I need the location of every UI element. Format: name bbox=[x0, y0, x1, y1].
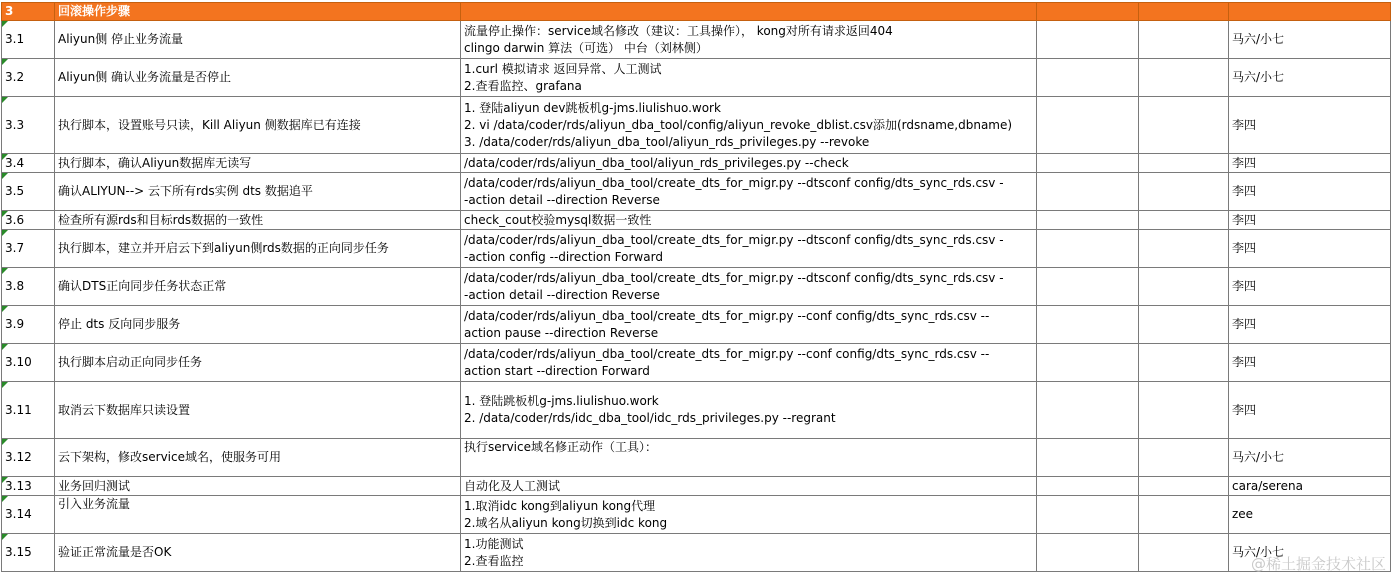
owner: 李四 bbox=[1232, 117, 1257, 132]
detail-line: /data/coder/rds/aliyun_dba_tool/create_dts_for_migr.py --conf config/dts_sync_rds.csv -- bbox=[464, 308, 990, 323]
cell-comment-marker bbox=[2, 496, 8, 502]
step-number: 3.13 bbox=[5, 478, 32, 493]
detail-line: /data/coder/rds/aliyun_dba_tool/create_dts_for_migr.py --dtsconf config/dts_sync_rds.csv - bbox=[464, 232, 1004, 247]
step-number-cell bbox=[2, 534, 55, 572]
table-header-row bbox=[2, 3, 1391, 21]
owner: 李四 bbox=[1232, 184, 1257, 198]
step-name-cell bbox=[55, 382, 461, 439]
detail-line: /data/coder/rds/aliyun_dba_tool/aliyun_rds_privileges.py --check bbox=[464, 155, 849, 170]
step-detail-cell bbox=[461, 21, 1037, 59]
table-row bbox=[2, 534, 1391, 572]
rollback-steps-table bbox=[1, 2, 1391, 572]
owner: 马六/小七 bbox=[1232, 32, 1285, 46]
empty-cell bbox=[1037, 59, 1139, 97]
cell-comment-marker bbox=[2, 173, 8, 179]
step-name-cell bbox=[55, 439, 461, 477]
step-detail-cell bbox=[461, 306, 1037, 344]
table-row bbox=[2, 59, 1391, 97]
header-cell bbox=[1037, 3, 1139, 21]
detail-line: 2.查看监控、grafana bbox=[464, 78, 582, 93]
empty-cell bbox=[1139, 306, 1229, 344]
owner-cell bbox=[1229, 97, 1391, 154]
step-number: 3.6 bbox=[5, 212, 25, 227]
owner: 马六/小七 bbox=[1232, 450, 1285, 464]
step-name-cell bbox=[55, 230, 461, 268]
detail-line: 2.域名从aliyun kong切换到idc kong bbox=[464, 515, 668, 530]
step-number-cell bbox=[2, 496, 55, 534]
step-name: 执行脚本，设置账号只读，Kill Aliyun 侧数据库已有连接 bbox=[58, 117, 361, 132]
table-row bbox=[2, 211, 1391, 230]
step-name: 引入业务流量 bbox=[58, 497, 131, 511]
table-row bbox=[2, 477, 1391, 496]
table-row bbox=[2, 344, 1391, 382]
step-name-cell bbox=[55, 154, 461, 173]
step-name-cell bbox=[55, 534, 461, 572]
owner-cell bbox=[1229, 59, 1391, 97]
empty-cell bbox=[1037, 211, 1139, 230]
step-name-cell bbox=[55, 268, 461, 306]
table-row bbox=[2, 154, 1391, 173]
owner-cell bbox=[1229, 268, 1391, 306]
step-number: 3.7 bbox=[5, 241, 25, 255]
step-name: 执行脚本，确认Aliyun数据库无读写 bbox=[58, 155, 252, 170]
cell-comment-marker bbox=[2, 439, 8, 445]
empty-cell bbox=[1037, 534, 1139, 572]
header-cell bbox=[1139, 3, 1229, 21]
empty-cell bbox=[1139, 534, 1229, 572]
table-row bbox=[2, 306, 1391, 344]
step-name: 停止 dts 反向同步服务 bbox=[58, 317, 181, 331]
owner-cell bbox=[1229, 211, 1391, 230]
owner: zee bbox=[1232, 507, 1254, 521]
step-name: 确认DTS正向同步任务状态正常 bbox=[58, 279, 227, 293]
cell-comment-marker bbox=[2, 230, 8, 236]
step-name-cell bbox=[55, 97, 461, 154]
owner-cell bbox=[1229, 496, 1391, 534]
detail-line: -action detail --direction Reverse bbox=[464, 192, 660, 207]
watermark: @稀土掘金技术社区 bbox=[1250, 555, 1386, 573]
step-detail-cell bbox=[461, 154, 1037, 173]
owner-cell bbox=[1229, 306, 1391, 344]
step-number-cell bbox=[2, 97, 55, 154]
step-number-cell bbox=[2, 21, 55, 59]
step-number-cell bbox=[2, 439, 55, 477]
step-number-cell bbox=[2, 306, 55, 344]
empty-cell bbox=[1139, 344, 1229, 382]
step-number: 3.3 bbox=[5, 117, 25, 132]
table-row bbox=[2, 496, 1391, 534]
step-number-cell bbox=[2, 154, 55, 173]
step-name-cell bbox=[55, 306, 461, 344]
step-name-cell bbox=[55, 496, 461, 534]
step-name: 执行脚本启动正向同步任务 bbox=[58, 355, 203, 369]
table-row bbox=[2, 173, 1391, 211]
owner-cell bbox=[1229, 344, 1391, 382]
empty-cell bbox=[1037, 154, 1139, 173]
detail-line: action pause --direction Reverse bbox=[464, 325, 659, 340]
step-number: 3.14 bbox=[5, 507, 32, 521]
empty-cell bbox=[1139, 173, 1229, 211]
empty-cell bbox=[1037, 306, 1139, 344]
detail-line: -action config --direction Forward bbox=[464, 249, 663, 264]
empty-cell bbox=[1037, 439, 1139, 477]
empty-cell bbox=[1037, 21, 1139, 59]
step-detail-cell bbox=[461, 344, 1037, 382]
empty-cell bbox=[1139, 496, 1229, 534]
table-row bbox=[2, 382, 1391, 439]
owner-cell bbox=[1229, 154, 1391, 173]
step-name: 执行脚本，建立并开启云下到aliyun侧rds数据的正向同步任务 bbox=[58, 241, 389, 255]
step-detail-cell bbox=[461, 211, 1037, 230]
step-number-cell bbox=[2, 477, 55, 496]
step-detail-cell bbox=[461, 439, 1037, 477]
step-name: Aliyun侧 确认业务流量是否停止 bbox=[58, 70, 232, 84]
step-name: 业务回归测试 bbox=[58, 478, 131, 493]
owner-cell bbox=[1229, 477, 1391, 496]
table-row bbox=[2, 97, 1391, 154]
step-name: 取消云下数据库只读设置 bbox=[58, 402, 191, 417]
step-name: 检查所有源rds和目标rds数据的一致性 bbox=[58, 212, 264, 227]
empty-cell bbox=[1037, 344, 1139, 382]
empty-cell bbox=[1139, 154, 1229, 173]
section-title: 回滚操作步骤 bbox=[55, 3, 461, 21]
step-name: Aliyun侧 停止业务流量 bbox=[58, 32, 184, 46]
cell-comment-marker bbox=[2, 268, 8, 274]
step-number-cell bbox=[2, 344, 55, 382]
detail-line: 1.功能测试 bbox=[464, 536, 524, 551]
step-number: 3.9 bbox=[5, 317, 25, 331]
owner: 李四 bbox=[1232, 279, 1257, 293]
empty-cell bbox=[1139, 59, 1229, 97]
step-number-cell bbox=[2, 173, 55, 211]
owner: cara/serena bbox=[1232, 478, 1303, 493]
table-row bbox=[2, 21, 1391, 59]
cell-comment-marker bbox=[2, 59, 8, 65]
cell-comment-marker bbox=[2, 154, 8, 160]
step-number: 3.11 bbox=[5, 402, 32, 417]
step-detail-cell bbox=[461, 230, 1037, 268]
step-number-cell bbox=[2, 268, 55, 306]
step-number-cell bbox=[2, 230, 55, 268]
step-number: 3.5 bbox=[5, 184, 25, 198]
owner-cell bbox=[1229, 382, 1391, 439]
step-number: 3.2 bbox=[5, 70, 25, 84]
table-row bbox=[2, 230, 1391, 268]
detail-line: /data/coder/rds/aliyun_dba_tool/create_dts_for_migr.py --dtsconf config/dts_sync_rds.csv - bbox=[464, 175, 1004, 190]
detail-line: 2. vi /data/coder/rds/aliyun_dba_tool/config/aliyun_revoke_dblist.csv添加(rdsname,dbname) bbox=[464, 117, 1013, 132]
section-number: 3 bbox=[2, 3, 55, 21]
step-number: 3.12 bbox=[5, 450, 32, 464]
step-name-cell bbox=[55, 211, 461, 230]
step-detail-cell bbox=[461, 477, 1037, 496]
empty-cell bbox=[1037, 268, 1139, 306]
cell-comment-marker bbox=[2, 534, 8, 540]
cell-comment-marker bbox=[2, 97, 8, 103]
step-number: 3.10 bbox=[5, 355, 32, 369]
empty-cell bbox=[1139, 439, 1229, 477]
step-name-cell bbox=[55, 477, 461, 496]
detail-line: 1. 登陆aliyun dev跳板机g-jms.liulishuo.work bbox=[464, 100, 721, 115]
step-name-cell bbox=[55, 59, 461, 97]
header-cell bbox=[1229, 3, 1391, 21]
header-cell bbox=[461, 3, 1037, 21]
cell-comment-marker bbox=[2, 344, 8, 350]
step-detail-cell bbox=[461, 496, 1037, 534]
detail-line: 1. 登陆跳板机g-jms.liulishuo.work bbox=[464, 394, 659, 408]
step-detail-cell bbox=[461, 97, 1037, 154]
step-detail-cell bbox=[461, 59, 1037, 97]
step-number-cell bbox=[2, 59, 55, 97]
step-name-cell bbox=[55, 173, 461, 211]
empty-cell bbox=[1037, 173, 1139, 211]
owner-cell bbox=[1229, 230, 1391, 268]
detail-line: 流量停止操作：service域名修改（建议：工具操作）， kong对所有请求返回404 bbox=[464, 23, 893, 38]
empty-cell bbox=[1037, 382, 1139, 439]
cell-comment-marker bbox=[2, 306, 8, 312]
detail-line: 1.curl 模拟请求 返回异常、人工测试 bbox=[464, 61, 662, 76]
step-number: 3.4 bbox=[5, 155, 25, 170]
detail-line: /data/coder/rds/aliyun_dba_tool/create_dts_for_migr.py --conf config/dts_sync_rds.csv -- bbox=[464, 346, 990, 361]
step-name: 确认ALIYUN--> 云下所有rds实例 dts 数据追平 bbox=[58, 184, 313, 198]
step-detail-cell bbox=[461, 268, 1037, 306]
step-name: 云下架构，修改service域名，使服务可用 bbox=[58, 450, 281, 464]
step-name-cell bbox=[55, 344, 461, 382]
owner: 马六/小七 bbox=[1232, 545, 1285, 559]
cell-comment-marker bbox=[2, 21, 8, 27]
detail-line: check_cout校验mysql数据一致性 bbox=[464, 212, 652, 227]
table-row bbox=[2, 439, 1391, 477]
cell-comment-marker bbox=[2, 382, 8, 388]
empty-cell bbox=[1139, 97, 1229, 154]
empty-cell bbox=[1139, 477, 1229, 496]
owner: 李四 bbox=[1232, 155, 1257, 170]
detail-line: action start --direction Forward bbox=[464, 363, 650, 378]
detail-line: 执行service域名修正动作（工具）： bbox=[464, 440, 657, 454]
owner-cell bbox=[1229, 21, 1391, 59]
empty-cell bbox=[1139, 268, 1229, 306]
step-detail-cell bbox=[461, 382, 1037, 439]
detail-line: clingo darwin 算法（可选） 中台（刘林侧） bbox=[464, 40, 708, 55]
detail-line: /data/coder/rds/aliyun_dba_tool/create_dts_for_migr.py --dtsconf config/dts_sync_rds.csv - bbox=[464, 270, 1004, 285]
detail-line: 2. /data/coder/rds/idc_dba_tool/idc_rds_privileges.py --regrant bbox=[464, 411, 836, 425]
step-name-cell bbox=[55, 21, 461, 59]
owner: 李四 bbox=[1232, 402, 1257, 417]
step-detail-cell bbox=[461, 534, 1037, 572]
empty-cell bbox=[1139, 21, 1229, 59]
step-number: 3.15 bbox=[5, 545, 32, 559]
empty-cell bbox=[1037, 230, 1139, 268]
detail-line: 1.取消idc kong到aliyun kong代理 bbox=[464, 498, 656, 513]
owner: 李四 bbox=[1232, 241, 1257, 255]
detail-line: 2.查看监控 bbox=[464, 553, 524, 568]
cell-comment-marker bbox=[2, 211, 8, 217]
step-number: 3.1 bbox=[5, 32, 25, 46]
owner: 李四 bbox=[1232, 212, 1257, 227]
owner-cell bbox=[1229, 439, 1391, 477]
detail-line: 3. /data/coder/rds/aliyun_dba_tool/aliyun_rds_privileges.py --revoke bbox=[464, 134, 870, 149]
empty-cell bbox=[1037, 477, 1139, 496]
empty-cell bbox=[1037, 97, 1139, 154]
step-detail-cell bbox=[461, 173, 1037, 211]
owner: 李四 bbox=[1232, 317, 1257, 331]
empty-cell bbox=[1037, 496, 1139, 534]
step-number: 3.8 bbox=[5, 279, 25, 293]
cell-comment-marker bbox=[2, 477, 8, 483]
empty-cell bbox=[1139, 230, 1229, 268]
empty-cell bbox=[1139, 211, 1229, 230]
empty-cell bbox=[1139, 382, 1229, 439]
detail-line: -action detail --direction Reverse bbox=[464, 287, 660, 302]
owner: 马六/小七 bbox=[1232, 70, 1285, 84]
step-name: 验证正常流量是否OK bbox=[58, 545, 172, 559]
table-row bbox=[2, 268, 1391, 306]
owner: 李四 bbox=[1232, 355, 1257, 369]
step-number-cell bbox=[2, 211, 55, 230]
owner-cell bbox=[1229, 173, 1391, 211]
detail-line: 自动化及人工测试 bbox=[464, 478, 561, 493]
step-number-cell bbox=[2, 382, 55, 439]
